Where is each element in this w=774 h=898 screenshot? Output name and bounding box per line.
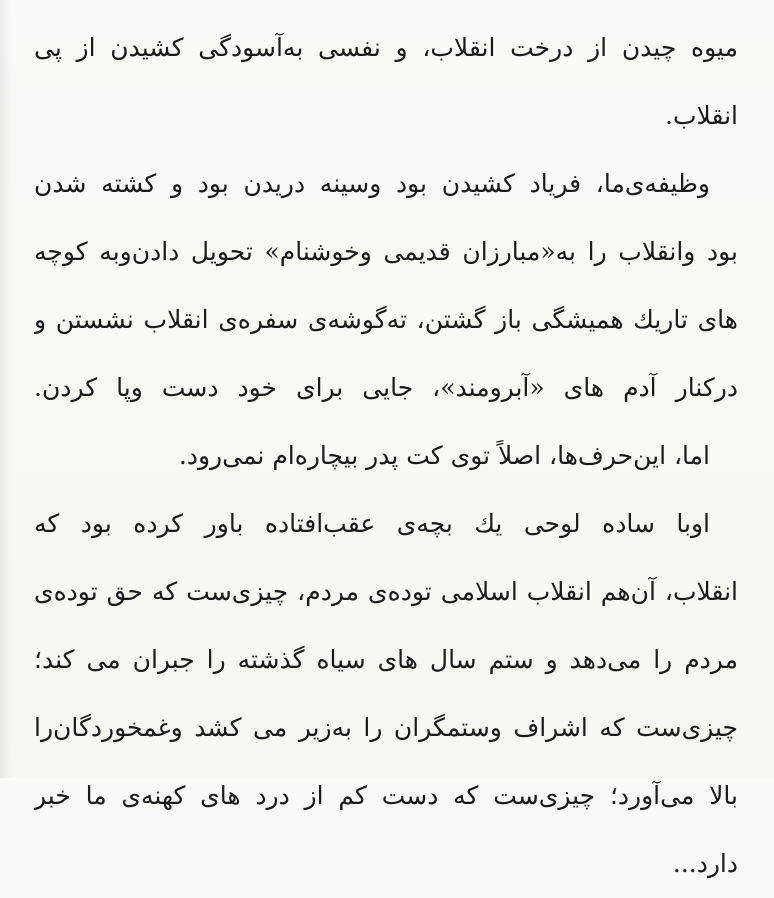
text-line-11: چیزی‌ست که اشراف وستمگران را به‌زیر می کشد وغمخوردگان‌را xyxy=(34,713,738,742)
text-line-2: انقلاب. xyxy=(665,101,738,130)
text-line-8: اوبا ساده لوحی یك بچه‌ی عقب‌افتاده باور کرده بود که xyxy=(34,509,710,538)
text-line-10: مردم را می‌دهد و ستم سال های سیاه گذشته را جبران می کند؛ xyxy=(34,645,738,674)
text-line-3: وظیفه‌ی‌ما، فریاد کشیدن بود وسینه دریدن بود و کشته شدن xyxy=(34,169,710,198)
text-line-4: بود وانقلاب را به«مبارزان قدیمی وخوشنام» تحویل دادن‌وبه کوچه xyxy=(34,237,738,266)
text-line-12: بالا می‌آورد؛ چیزی‌ست که دست کم از درد های کهنه‌ی ما خبر xyxy=(34,781,738,810)
text-line-13: دارد... xyxy=(672,849,738,878)
text-line-1: میوه چیدن از درخت انقلاب، و نفسی به‌آسودگی کشیدن از پی xyxy=(34,33,738,62)
text-line-6: درکنار آدم های «آبرومند»، جایی برای خود دست وپا کردن. xyxy=(34,373,738,402)
text-line-7: اما، این‌حرف‌ها، اصلاً توی کت پدر بیچاره‌ام نمی‌رود. xyxy=(178,441,710,470)
text-line-5: های تاریك همیشگی باز گشتن، ته‌گوشه‌ی سفره‌ی انقلاب نشستن و xyxy=(34,305,738,334)
text-line-9: انقلاب، آن‌هم انقلاب اسلامی توده‌ی مردم، چیزی‌ست که حق توده‌ی xyxy=(34,577,738,606)
